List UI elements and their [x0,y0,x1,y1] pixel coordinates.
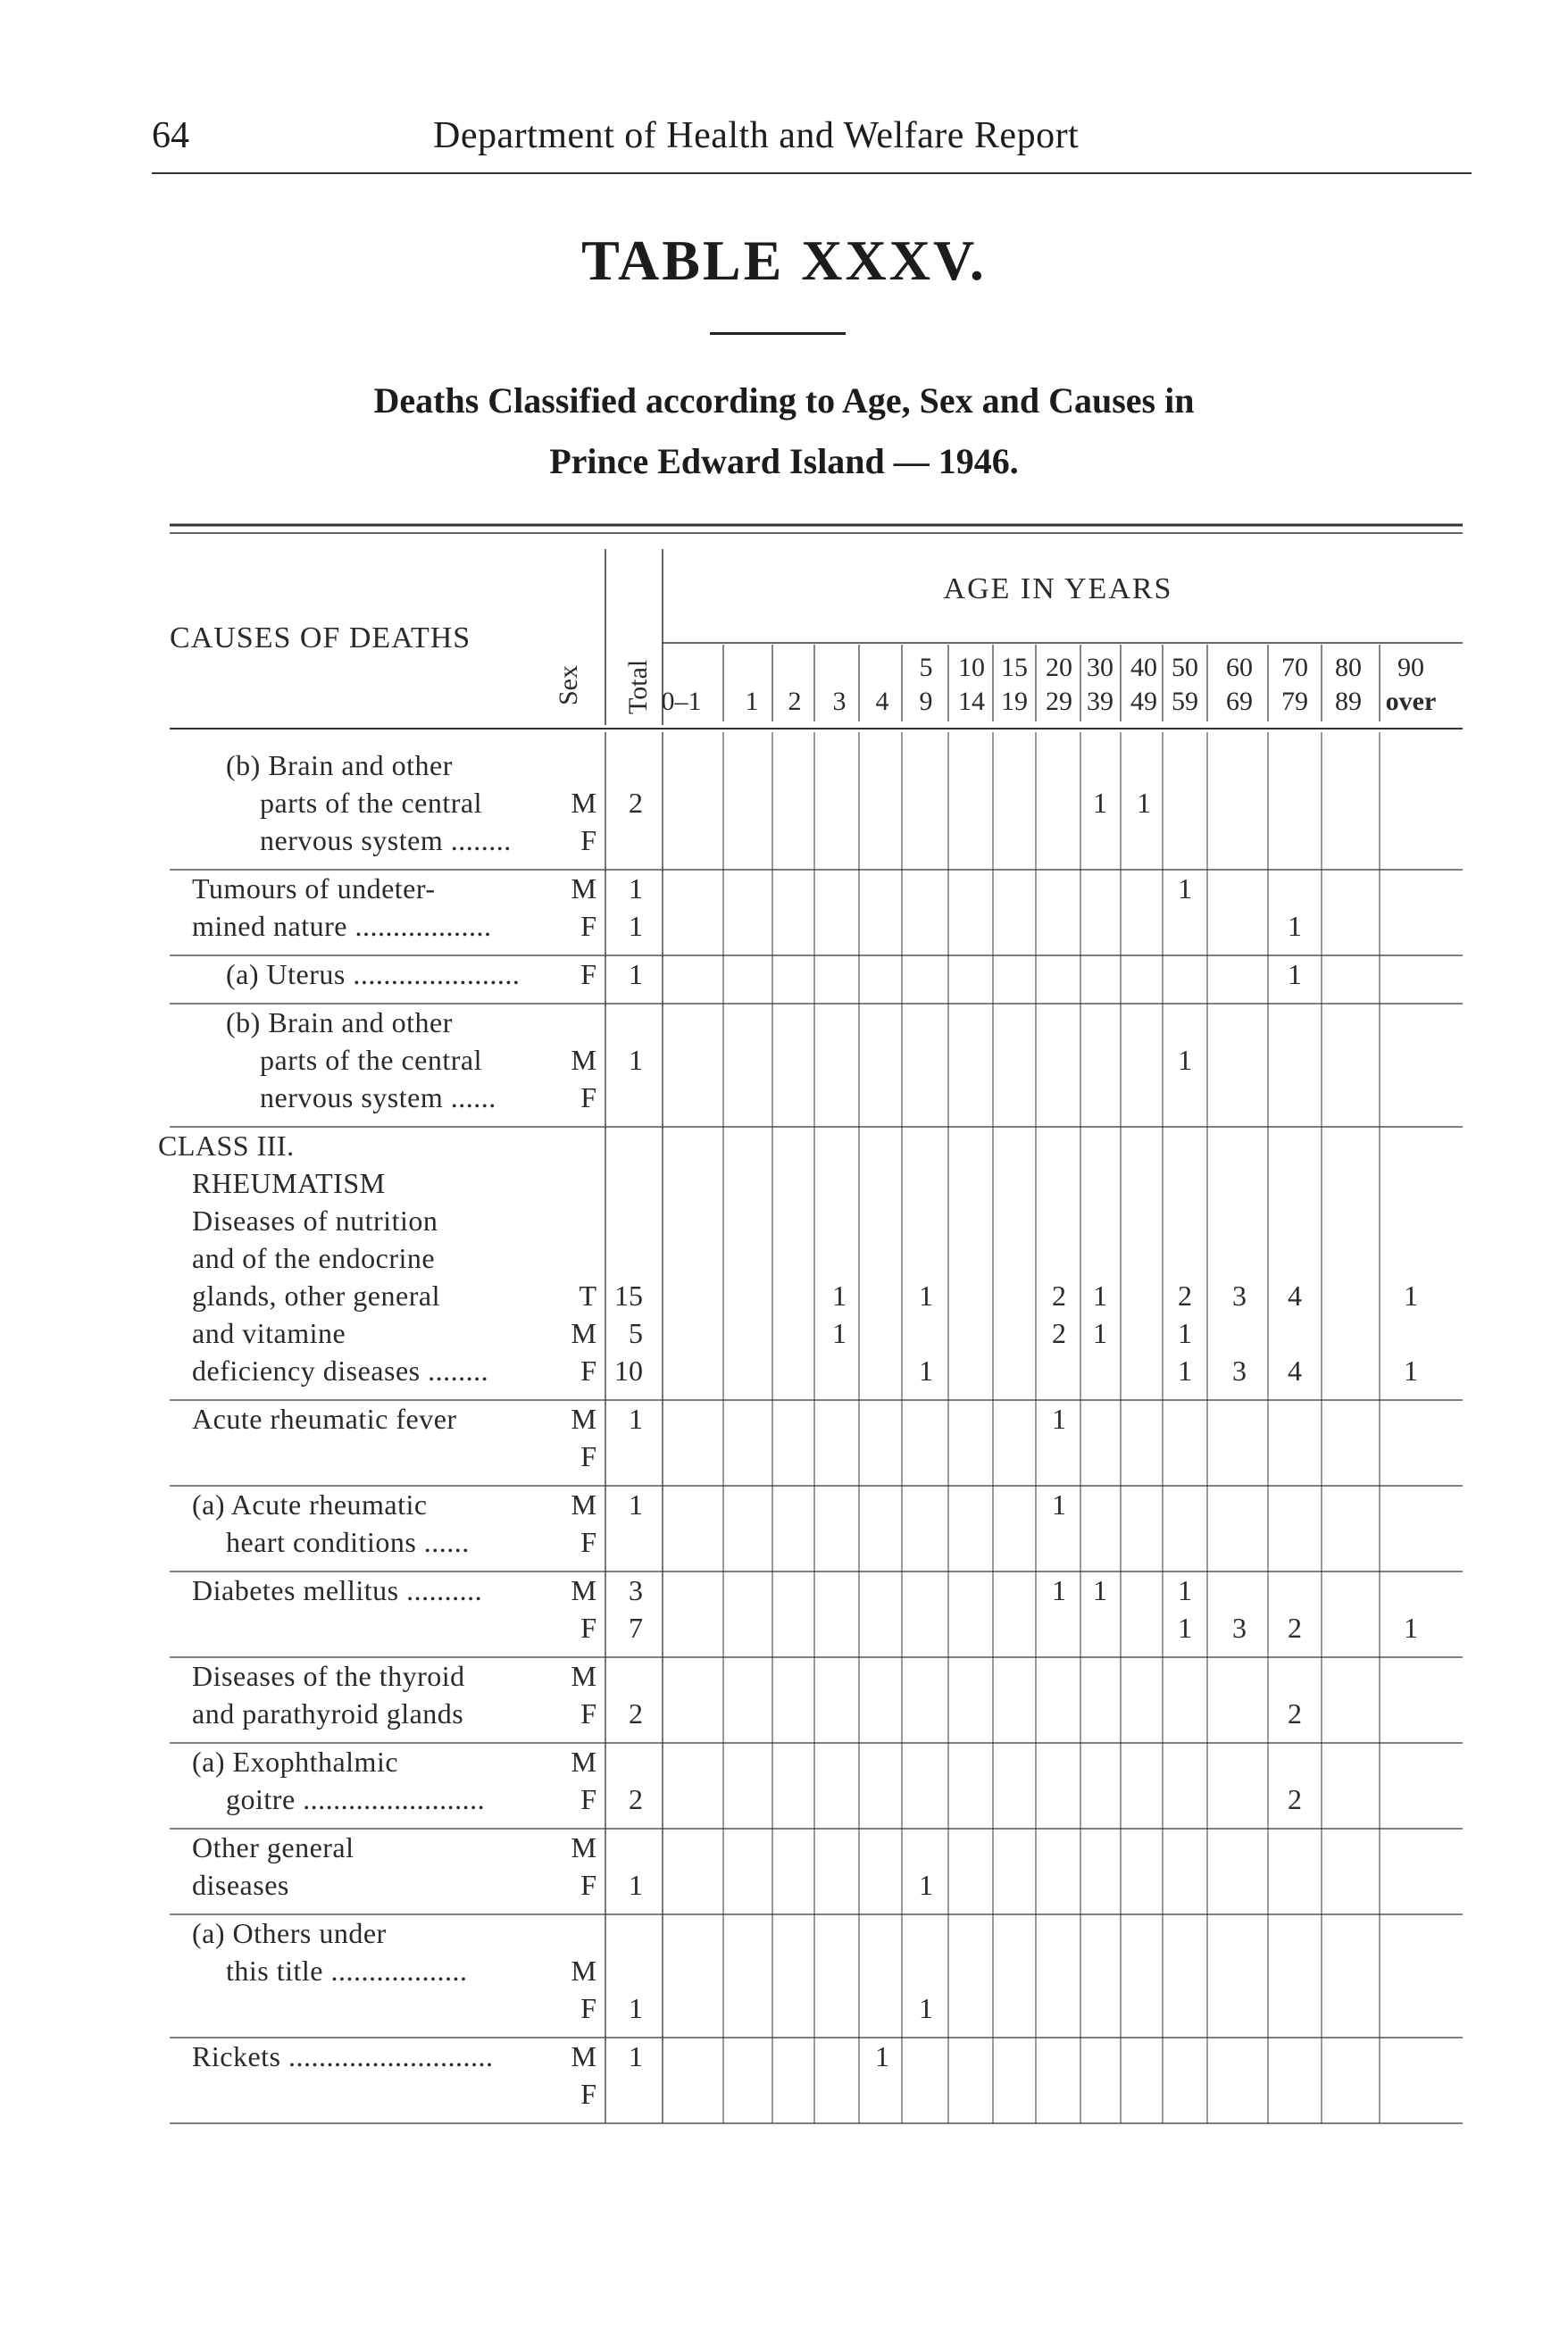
total-cell: 1 [629,2040,643,2072]
cause-label: (a) Acute rheumatic [192,1488,428,1521]
cause-label: (a) Exophthalmic [192,1746,399,1778]
cause-label: nervous system ........ [260,824,512,856]
cause-label: this title .................. [226,1955,468,1987]
age-column-header-bottom: 89 [1335,687,1362,716]
cause-label: Diseases of the thyroid [192,1660,465,1692]
age-count-cell: 1 [1288,958,1302,990]
sex-cell: M [571,872,596,905]
age-column-header-bottom: 1 [745,687,759,716]
age-column-header-top: 30 [1087,653,1113,682]
age-column-header-top: 80 [1335,653,1362,682]
running-title: Department of Health and Welfare Report [433,115,1080,156]
age-count-cell: 1 [1178,1612,1192,1644]
cause-label: deficiency diseases ........ [192,1355,489,1387]
total-cell: 1 [629,1403,643,1435]
age-column-header-bottom: 14 [958,687,985,716]
age-count-cell: 1 [919,1869,933,1901]
cause-label: parts of the central [260,1044,482,1076]
age-column-header-bottom: 79 [1281,687,1308,716]
age-count-cell: 3 [1232,1612,1247,1644]
age-column-header-bottom: 0–1 [661,687,702,716]
cause-label: and vitamine [192,1317,346,1349]
age-count-cell: 1 [1093,787,1107,819]
sex-cell: F [580,910,596,942]
sex-cell: F [580,1783,596,1815]
age-count-cell: 1 [832,1280,847,1312]
total-cell: 1 [629,1869,643,1901]
age-count-cell: 1 [1178,872,1192,905]
age-count-cell: 2 [1178,1280,1192,1312]
age-column-header-bottom: 2 [788,687,802,716]
total-cell: 1 [629,872,643,905]
sex-cell: F [580,1697,596,1730]
sex-cell: M [571,1044,596,1076]
cause-label: CLASS III. [158,1130,295,1162]
sex-cell: F [580,1992,596,2024]
cause-label: parts of the central [260,787,482,819]
total-cell: 1 [629,1044,643,1076]
total-cell: 2 [629,1697,643,1730]
age-column-header-top: 50 [1172,653,1198,682]
age-column-header-bottom: over [1385,687,1437,716]
cause-label: (a) Others under [192,1917,387,1949]
age-column-header-bottom: 59 [1172,687,1198,716]
sex-cell: F [580,824,596,856]
sex-cell: M [571,1660,596,1692]
age-column-header-top: 70 [1281,653,1308,682]
cause-label: nervous system ...... [260,1081,496,1113]
total-cell: 7 [629,1612,643,1644]
age-count-cell: 1 [1178,1574,1192,1606]
total-cell: 1 [629,958,643,990]
age-column-header-top: 10 [958,653,985,682]
age-column-header-bottom: 9 [919,687,933,716]
sex-cell: M [571,1831,596,1863]
age-column-header-bottom: 3 [832,687,847,716]
sex-cell: F [580,958,596,990]
age-count-cell: 3 [1232,1280,1247,1312]
cause-label: diseases [192,1869,289,1901]
sex-cell: F [580,1526,596,1558]
age-count-cell: 1 [1093,1317,1107,1349]
age-column-header-top: 60 [1226,653,1253,682]
age-column-header-bottom: 69 [1226,687,1253,716]
age-count-cell: 2 [1052,1280,1066,1312]
causes-of-deaths-header: CAUSES OF DEATHS [170,621,471,654]
sex-cell: M [571,787,596,819]
age-count-cell: 1 [1404,1355,1418,1387]
age-count-cell: 4 [1288,1280,1302,1312]
age-count-cell: 1 [1178,1044,1192,1076]
age-count-cell: 1 [1178,1317,1192,1349]
cause-label: heart conditions ...... [226,1526,470,1558]
age-column-header-top: 40 [1130,653,1157,682]
cause-label: Diseases of nutrition [192,1205,438,1237]
total-cell: 15 [614,1280,643,1312]
total-cell: 1 [629,1488,643,1521]
sex-cell: M [571,1488,596,1521]
age-count-cell: 1 [919,1280,933,1312]
age-count-cell: 1 [919,1355,933,1387]
age-count-cell: 1 [1137,787,1151,819]
sex-cell: M [571,1574,596,1606]
sex-cell: F [580,1612,596,1644]
total-cell: 10 [614,1355,643,1387]
cause-label: Acute rheumatic fever [192,1403,457,1435]
age-column-header-top: 90 [1397,653,1424,682]
age-count-cell: 2 [1052,1317,1066,1349]
total-cell: 2 [629,1783,643,1815]
cause-label: (b) Brain and other [226,1006,453,1038]
cause-label: mined nature .................. [192,910,492,942]
age-count-cell: 1 [1404,1280,1418,1312]
age-count-cell: 1 [1178,1355,1192,1387]
total-cell: 1 [629,910,643,942]
sex-cell: F [580,1440,596,1472]
cause-label: Rickets ........................... [192,2040,494,2072]
table-subtitle-line-1: Deaths Classified according to Age, Sex and Causes in [373,380,1195,421]
cause-label: (a) Uterus ...................... [226,958,521,990]
sex-cell: M [571,1403,596,1435]
total-header: Total [623,659,653,714]
age-column-header-bottom: 49 [1130,687,1157,716]
cause-label: RHEUMATISM [192,1167,386,1199]
cause-label: (b) Brain and other [226,749,453,781]
age-count-cell: 1 [1288,910,1302,942]
total-cell: 1 [629,1992,643,2024]
age-count-cell: 1 [1093,1280,1107,1312]
age-column-header-top: 15 [1001,653,1028,682]
sex-cell: M [571,2040,596,2072]
age-count-cell: 1 [919,1992,933,2024]
cause-label: Diabetes mellitus .......... [192,1574,483,1606]
age-count-cell: 1 [875,2040,889,2072]
sex-cell: F [580,1355,596,1387]
table-title: TABLE XXXV. [581,229,987,292]
total-cell: 5 [629,1317,643,1349]
cause-label: Tumours of undeter- [192,872,436,905]
sex-cell: M [571,1955,596,1987]
age-column-header-top: 20 [1046,653,1072,682]
age-count-cell: 2 [1288,1697,1302,1730]
age-count-cell: 1 [1404,1612,1418,1644]
sex-cell: F [580,1081,596,1113]
cause-label: and of the endocrine [192,1242,436,1274]
age-count-cell: 2 [1288,1612,1302,1644]
sex-cell: F [580,1869,596,1901]
age-column-header-bottom: 4 [875,687,889,716]
age-count-cell: 1 [1093,1574,1107,1606]
sex-cell: F [580,2078,596,2110]
sex-header: Sex [554,665,583,705]
sex-cell: M [571,1317,596,1349]
cause-label: and parathyroid glands [192,1697,464,1730]
age-count-cell: 1 [1052,1403,1066,1435]
total-cell: 2 [629,787,643,819]
age-count-cell: 1 [1052,1488,1066,1521]
age-count-cell: 4 [1288,1355,1302,1387]
age-column-header-bottom: 19 [1001,687,1028,716]
sex-cell: T [579,1280,596,1312]
age-in-years-header: AGE IN YEARS [943,572,1173,605]
cause-label: goitre ........................ [226,1783,486,1815]
age-count-cell: 3 [1232,1355,1247,1387]
age-count-cell: 1 [1052,1574,1066,1606]
age-count-cell: 1 [832,1317,847,1349]
age-column-header-bottom: 29 [1046,687,1072,716]
page-number: 64 [152,115,189,156]
table-subtitle-line-2: Prince Edward Island — 1946. [549,441,1019,481]
age-column-header-bottom: 39 [1087,687,1113,716]
total-cell: 3 [629,1574,643,1606]
cause-label: glands, other general [192,1280,440,1312]
sex-cell: M [571,1746,596,1778]
cause-label: Other general [192,1831,354,1863]
age-column-header-top: 5 [919,653,933,682]
age-count-cell: 2 [1288,1783,1302,1815]
